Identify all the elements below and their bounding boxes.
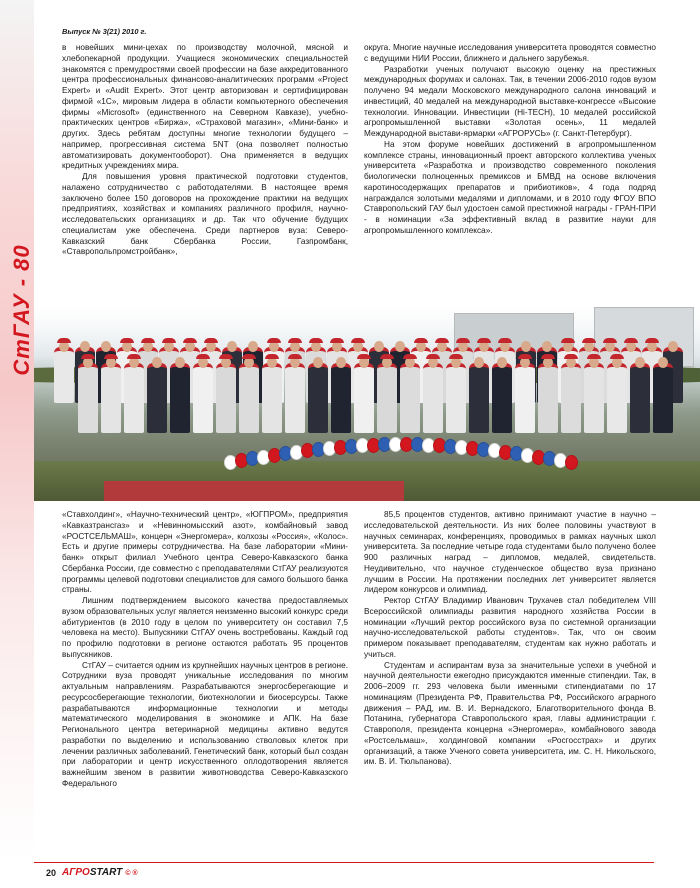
brand-marks: © ® — [125, 870, 138, 877]
footer-rule — [34, 862, 654, 863]
photo-person — [285, 363, 305, 433]
photo-carpet — [104, 481, 404, 501]
brand-part-start: START — [89, 867, 123, 878]
photo-person — [515, 363, 535, 433]
issue-header: Выпуск № 3(21) 2010 г. — [62, 27, 147, 36]
photo-person — [54, 347, 74, 403]
sidebar-gradient — [0, 0, 34, 860]
brand-part-agro: АГРО — [62, 867, 90, 878]
group-photo — [34, 305, 700, 501]
paragraph: СтГАУ – считается одним из крупнейших научных центров в регионе. Сотрудники вуза проводят уникальные исследования по многим актуальным направлениям. Разрабатываются энергосберегающие и ресурсосберегающие технологии, биотехнологии и биосерсурсы. Также разрабатываются информационные технологии и методы математического моделирования в экономике и АПК. На базе Регионального центра ветеринарной медицины активно ведутся разработки по выделению и использованию стволовых клеток при лечении различных заболеваний. Генетический банк, который был создан при лаборатории и центр искусственного оплодотворения является важнейшим звеном в развитии животноводства Северо-Кавказского Федерального — [62, 660, 348, 788]
photo-person — [469, 363, 489, 433]
page-number: 20 — [46, 868, 57, 878]
photo-person — [101, 363, 121, 433]
photo-person — [262, 363, 282, 433]
photo-person — [538, 363, 558, 433]
column-top-right — [364, 43, 656, 313]
paragraph: «Ставхолдинг», «Научно-технический центр», «ЮГПРОМ», предприятия «Кавказтрансгаз» и «Невинномысский азот», комбайновый завод «РОСТСЕЛЬМАШ», концерн «Энергомера», колхозы «Россия», «Колос». Есть и другие примеры сотрудничества. На базе лаборатории «Мини-банк» открыт филиал Учебного центра Северо-Кавказского банка Сбербанка России, где совместно с преподавателями СтГАУ реализуются программы целевой подготовки специалистов для самого большого банка страны. — [62, 510, 348, 595]
photo-person — [400, 363, 420, 433]
photo-person — [147, 363, 167, 433]
photo-person — [630, 363, 650, 433]
photo-person — [377, 363, 397, 433]
photo-person — [492, 363, 512, 433]
paragraph: Лишним подтверждением высокого качества предоставляемых вузом образовательных услуг является неизменно высокий конкурс среди абитуриентов (в 2010 году в целом по университету он составил 7,5 человека на место). Выпускники СтГАУ очень востребованы. Каждый год по профилю подготовки в регионе остаются работать 95 процентов выпускников. — [62, 596, 348, 659]
paragraph: Для повышения уровня практической подготовки студентов, налажено сотрудничество с работодателями. В настоящее время заключено более 150 договоров на прохождение практики на ведущих предприятиях, хозяйствах и компаниях различного профиля, научно-исследовательских организациях и др. Так что обучение будущих специалистам уже обеспечена. Среди партнеров вуза: Северо-Кавказский банк Сбербанка России, Газпромбанк, «Ставропольпромстройбанк», — [62, 172, 348, 257]
paragraph: Студентам и аспирантам вуза за значительные успехи в учебной и научной деятельности ежегодно присуждаются именные стипендии. Так, в 2006–2009 гг. 293 человека были именными стипендиатами по 17 номинациям (Президента РФ, Правительства РФ, Российского аграрного движения – РАД, им. В. И. Вернадского, Благотворительного фонда В. Потанина, губернатора Ставропольского края, главы администрации г. Ставрополя, президента концерна «Энергомера», комбайнового завода «Ростсельмаш», холдинговой компании «Росгосстрах» и других организаций, а также Ученого совета университета, им. С. Н. Никольского, им. В. И. Тюльпанова). — [364, 660, 656, 767]
paragraph: На этом форуме новейших достижений в агропромышленном комплексе страны, инновационный проект авторского коллектива ученых университета «Разработка и производство современного поколения биологически полноценных премиксов и БМВД на основе включения каротиносодержащих препаратов и прибиотиков», 4 года подряд награждался золотыми медалями и дипломами, и в 2010 году ФГОУ ВПО Ставропольский ГАУ был удостоен самой престижной награды - ГРАН-ПРИ - в номинации «За эффективный вклад в развитие науки для агропромышленного комплекса». — [364, 139, 656, 235]
photo-person — [607, 363, 627, 433]
paragraph: Ректор СтГАУ Владимир Иванович Трухачев стал победителем VIII Всероссийской олимпиады развития народного хозяйства России в номинации «Лучший ректор российского вуза по системной организации научно-исследовательской работы студентов». Так, что он своим примером показывает преподавателям, студентам как нужно работать и учиться. — [364, 596, 656, 659]
column-bottom-right — [364, 510, 656, 850]
column-bottom-left — [62, 510, 348, 850]
brand-logo — [62, 867, 138, 878]
photo-person — [239, 363, 259, 433]
photo-person — [446, 363, 466, 433]
photo-person — [354, 363, 374, 433]
paragraph: 85,5 процентов студентов, активно принимают участие в научно – исследовательской деятельности. Из них более половины участвуют в научных семинарах, конференциях, проводимых в рамках научных школ университета. За последние четыре года студентами было получено более 900 различных наград – дипломов, медалей, свидетельств. Неудивительно, что научное студенческое общество вуза признано лучшим в России. На протяжении последних лет университет является лидером конкурсов и олимпиад. — [364, 510, 656, 595]
photo-person — [193, 363, 213, 433]
photo-person — [584, 363, 604, 433]
paragraph: Разработки ученых получают высокую оценку на престижных международных форумах и салонах. Так, в течении 2006-2010 годов вузом получено 94 медали Московского международного салона инноваций и инвестиций, 40 медалей на международной выставке-конгрессе «Высокие технологии. Инновации. Инвестиции (Hi-TECH), 10 медалей российской агропромышленной выставки «Золотая осень», 11 медалей Международной выстави-ярмарки «АГРОРУСЬ» (г. Санкт-Петербург). — [364, 64, 656, 138]
photo-person — [308, 363, 328, 433]
paragraph: округа. Многие научные исследования университета проводятся совместно с ведущими НИИ России, ближнего и дальнего зарубежья. — [364, 43, 656, 63]
photo-person — [78, 363, 98, 433]
sidebar-label: СтГАУ - 80 — [9, 244, 34, 376]
photo-person — [331, 363, 351, 433]
column-top-left — [62, 43, 348, 305]
photo-person — [423, 363, 443, 433]
photo-balloon — [565, 455, 578, 470]
paragraph: в новейших мини-цехах по производству молочной, мясной и хлебопекарной продукции. Учащиеся экономических специальностей знакомятся с премудростями своей профессии на базе аккредитованного центра профессиональных финансово-аналитических программ «Project Expert» и «Audit Expert». Этот центр авторизован и сертифицирован фирмой «1С», мировым лидера в области компьютерного обеспечения фирмы «Microsoft» (единственного на Северном Кавказе), учебно-практических центров «Биржа», «Страховой магазин», «Мини-банк» и других. Здесь ребятам доступны многие технологии будущего – например, прогрессивная система 5NT (она позволяет полностью автоматизировать документооборот). Она применяется в ведущих кредитных учреждениях мира. — [62, 43, 348, 171]
photo-person — [124, 363, 144, 433]
photo-person — [216, 363, 236, 433]
photo-person — [170, 363, 190, 433]
photo-person — [561, 363, 581, 433]
photo-person — [653, 363, 673, 433]
